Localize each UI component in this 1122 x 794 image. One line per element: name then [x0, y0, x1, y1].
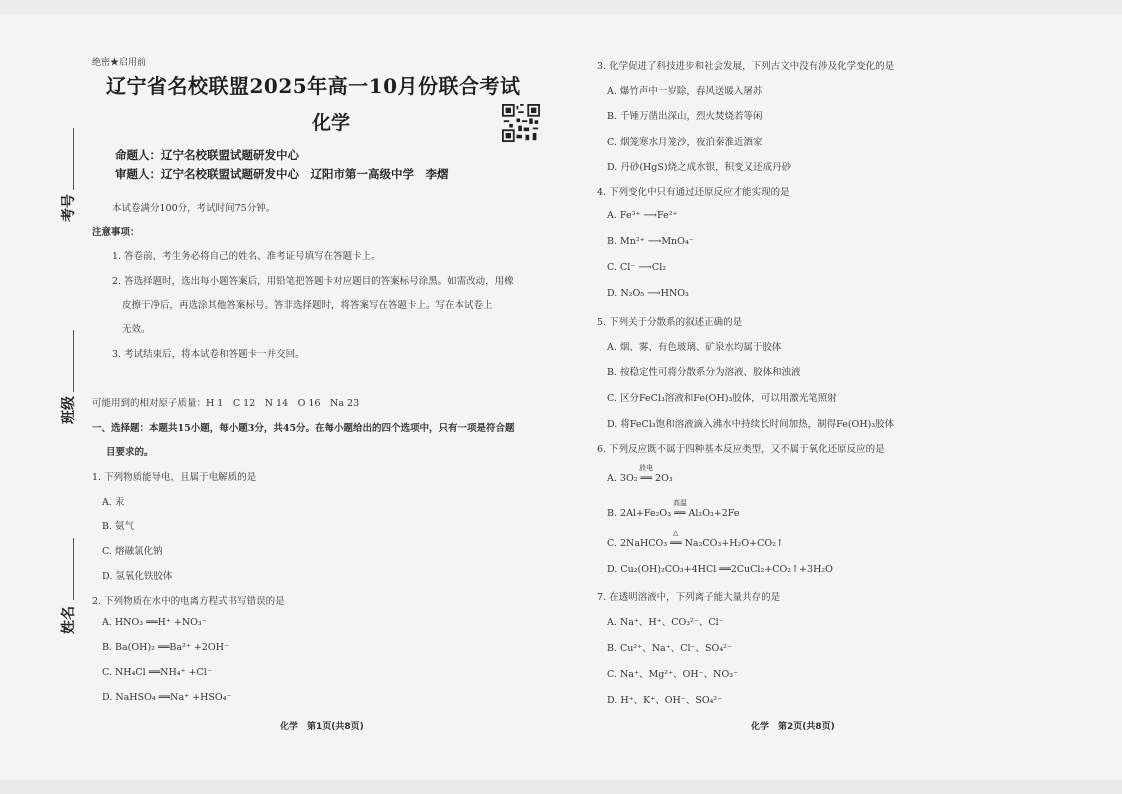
q3-stem: 3. 化学促进了科技进步和社会发展，下列古文中没有涉及化学变化的是 [597, 61, 895, 72]
class-line [73, 330, 74, 392]
q3-option-a: A. 爆竹声中一岁除，春风送暖入屠苏 [607, 86, 763, 97]
q3-option-c: C. 烟笼寒水月笼沙，夜泊秦淮近酒家 [607, 137, 763, 148]
author-line-1: 命题人：辽宁名校联盟试题研发中心 [115, 148, 299, 162]
notice-title: 注意事项： [92, 227, 140, 238]
q5-option-a: A. 烟、雾、有色玻璃、矿泉水均属于胶体 [607, 342, 782, 353]
page-footer-2: 化学 第2页(共8页) [751, 722, 835, 732]
q6-stem: 6. 下列反应既不属于四种基本反应类型，又不属于氧化还原反应的是 [597, 444, 885, 455]
q7-option-c: C. Na⁺、Mg²⁺、OH⁻、NO₃⁻ [607, 669, 739, 680]
q2-stem: 2. 下列物质在水中的电离方程式书写错误的是 [92, 596, 285, 607]
q7-option-a: A. Na⁺、H⁺、CO₃²⁻、Cl⁻ [607, 617, 724, 628]
exam-page-2 [561, 0, 1122, 794]
notice-2b: 皮擦干净后，再选涂其他答案标号。答非选择题时，将答案写在答题卡上。写在本试卷上 [122, 300, 493, 311]
q6-c-condition: △ [673, 529, 679, 537]
q2-option-d: D. NaHSO₄ ══Na⁺ +HSO₄⁻ [102, 692, 232, 703]
q2-option-c: C. NH₄Cl ══NH₄⁺ +Cl⁻ [102, 667, 212, 678]
q5-option-c: C. 区分FeCl₃溶液和Fe(OH)₃胶体，可以用激光笔照射 [607, 393, 837, 404]
q4-stem: 4. 下列变化中只有通过还原反应才能实现的是 [597, 187, 790, 198]
notice-1: 1. 答卷前，考生务必将自己的姓名、准考证号填写在答题卡上。 [112, 251, 381, 262]
q6-option-c: C. 2NaHCO₃ ══ Na₂CO₃+H₂O+CO₂↑ [607, 538, 784, 549]
q1-stem: 1. 下列物质能导电，且属于电解质的是 [92, 472, 257, 483]
q6-option-b: B. 2Al+Fe₂O₃ ══ Al₂O₃+2Fe [607, 508, 740, 519]
name-label: 姓名 [61, 606, 77, 634]
q2-option-a: A. HNO₃ ══H⁺ +NO₃⁻ [102, 617, 207, 628]
q6-option-d: D. Cu₂(OH)₂CO₃+4HCl ══2CuCl₂+CO₂↑+3H₂O [607, 564, 833, 575]
subject-title: 化学 [312, 112, 351, 134]
q5-option-b: B. 按稳定性可将分散系分为溶液、胶体和浊液 [607, 367, 801, 378]
confidential-label: 绝密★启用前 [92, 58, 147, 68]
q5-stem: 5. 下列关于分散系的叙述正确的是 [597, 317, 743, 328]
section-1-heading-a: 一、选择题：本题共15小题，每小题3分，共45分。在每小题给出的四个选项中，只有一项是符合题 [92, 423, 515, 434]
q4-option-c: C. Cl⁻ ⟶Cl₂ [607, 262, 667, 273]
q1-option-c: C. 熔融氯化钠 [102, 546, 163, 557]
class-label: 班级 [61, 396, 77, 424]
notice-2a: 2. 答选择题时，选出每小题答案后，用铅笔把答题卡对应题目的答案标号涂黑。如需改动，用橡 [112, 276, 514, 287]
q2-option-b: B. Ba(OH)₂ ══Ba²⁺ +2OH⁻ [102, 642, 229, 653]
qr-code-icon [502, 104, 540, 142]
name-line [73, 538, 74, 600]
q4-option-a: A. Fe³⁺ ⟶Fe²⁺ [607, 210, 678, 221]
notice-2c: 无效。 [122, 324, 151, 335]
q4-option-b: B. Mn²⁺ ⟶MnO₄⁻ [607, 236, 694, 247]
q4-option-d: D. N₂O₅ ⟶HNO₃ [607, 288, 689, 299]
q1-option-b: B. 氨气 [102, 521, 135, 532]
q3-option-d: D. 丹砂(HgS)烧之成水银，积变又还成丹砂 [607, 162, 792, 173]
exam-no-line [73, 128, 74, 190]
atomic-masses: 可能用到的相对原子质量：H 1 C 12 N 14 O 16 Na 23 [92, 398, 360, 409]
q1-option-d: D. 氢氧化铁胶体 [102, 571, 173, 582]
notice-3: 3. 考试结束后，将本试卷和答题卡一并交回。 [112, 349, 305, 360]
q1-option-a: A. 汞 [102, 497, 125, 508]
author-line-2: 审题人：辽宁名校联盟试题研发中心 辽阳市第一高级中学 李熠 [115, 167, 449, 181]
q7-option-d: D. H⁺、K⁺、OH⁻、SO₄²⁻ [607, 695, 723, 706]
q6-option-a: A. 3O₂ ══ 2O₃ [607, 473, 673, 484]
q3-option-b: B. 千锤万凿出深山，烈火焚烧若等闲 [607, 111, 763, 122]
page-footer-1: 化学 第1页(共8页) [280, 722, 364, 732]
exam-no-label: 考号 [61, 194, 77, 222]
q7-stem: 7. 在透明溶液中，下列离子能大量共存的是 [597, 592, 781, 603]
q6-a-condition: 放电 [639, 464, 653, 472]
q6-b-condition: 高温 [673, 499, 687, 507]
section-1-heading-b: 目要求的。 [106, 447, 154, 458]
q7-option-b: B. Cu²⁺、Na⁺、Cl⁻、SO₄²⁻ [607, 643, 732, 654]
exam-title: 辽宁省名校联盟2025年高一10月份联合考试 [106, 74, 521, 98]
q5-option-d: D. 将FeCl₃饱和溶液滴入沸水中持续长时间加热，制得Fe(OH)₃胶体 [607, 419, 895, 430]
score-line: 本试卷满分100分，考试时间75分钟。 [112, 203, 276, 214]
